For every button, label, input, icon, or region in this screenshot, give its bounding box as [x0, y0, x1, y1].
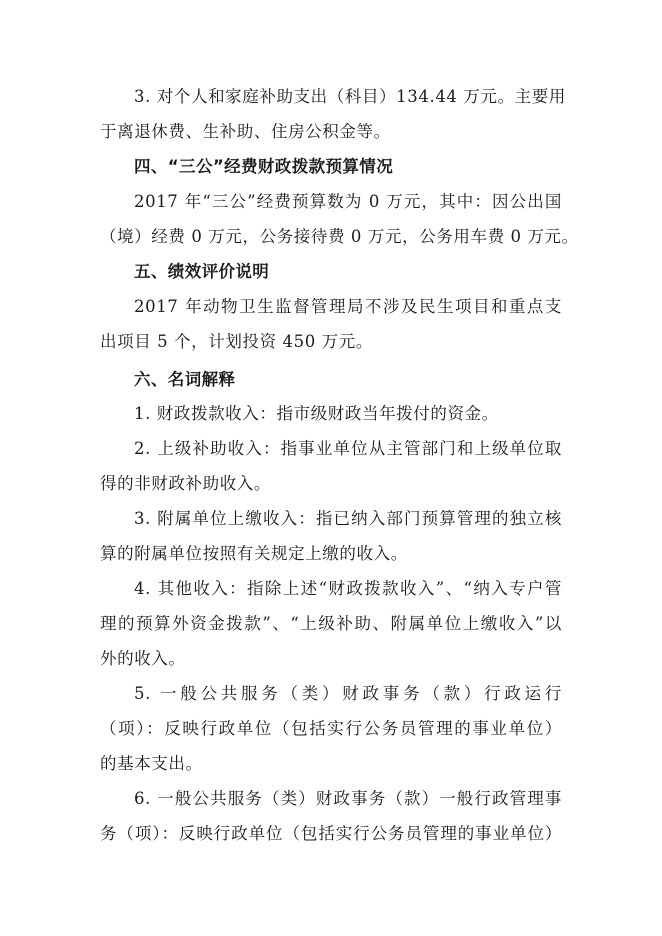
glossary-item-5-line-1: 5. 一般公共服务（类）财政事务（款）行政运行 — [134, 684, 562, 703]
paragraph-performance-line-1: 2017 年动物卫生监督管理局不涉及民生项目和重点支 — [134, 297, 562, 316]
glossary-item-4-line-2: 理的预算外资金拨款”、“上级补助、附属单位上缴收入”以 — [100, 614, 562, 633]
glossary-item-1: 1. 财政拨款收入：指市级财政当年拨付的资金。 — [134, 404, 499, 423]
paragraph-sangong-line-2: （境）经费 0 万元，公务接待费 0 万元，公务用车费 0 万元。 — [100, 227, 579, 246]
glossary-item-5-line-2: （项）：反映行政单位（包括实行公务员管理的事业单位） — [100, 719, 562, 738]
glossary-item-5-line-3: 的基本支出。 — [100, 754, 203, 773]
glossary-item-3-line-1: 3. 附属单位上缴收入：指已纳入部门预算管理的独立核 — [134, 509, 562, 528]
glossary-item-3-line-2: 算的附属单位按照有关规定上缴的收入。 — [100, 544, 408, 563]
glossary-item-4-line-3: 外的收入。 — [100, 649, 186, 668]
paragraph-sangong-line-1: 2017 年“三公”经费预算数为 0 万元，其中：因公出国 — [134, 192, 562, 211]
paragraph-personal-subsidy-line-2: 于离退休费、生补助、住房公积金等。 — [100, 122, 391, 141]
paragraph-personal-subsidy-line-1: 3. 对个人和家庭补助支出（科目）134.44 万元。主要用 — [134, 87, 566, 106]
paragraph-performance-line-2: 出项目 5 个，计划投资 450 万元。 — [100, 332, 373, 351]
glossary-item-6-line-1: 6. 一般公共服务（类）财政事务（款）一般行政管理事 — [134, 789, 562, 808]
glossary-item-6-line-2: 务（项）：反映行政单位（包括实行公务员管理的事业单位） — [100, 824, 562, 843]
heading-sangong-budget: 四、“三公”经费财政拨款预算情况 — [134, 157, 394, 176]
glossary-item-2-line-2: 得的非财政补助收入。 — [100, 474, 271, 493]
heading-glossary: 六、名词解释 — [134, 370, 236, 389]
glossary-item-4-line-1: 4. 其他收入：指除上述“财政拨款收入”、“纳入专户管 — [134, 579, 562, 598]
heading-performance: 五、绩效评价说明 — [134, 262, 270, 281]
glossary-item-2-line-1: 2. 上级补助收入：指事业单位从主管部门和上级单位取 — [134, 439, 562, 458]
